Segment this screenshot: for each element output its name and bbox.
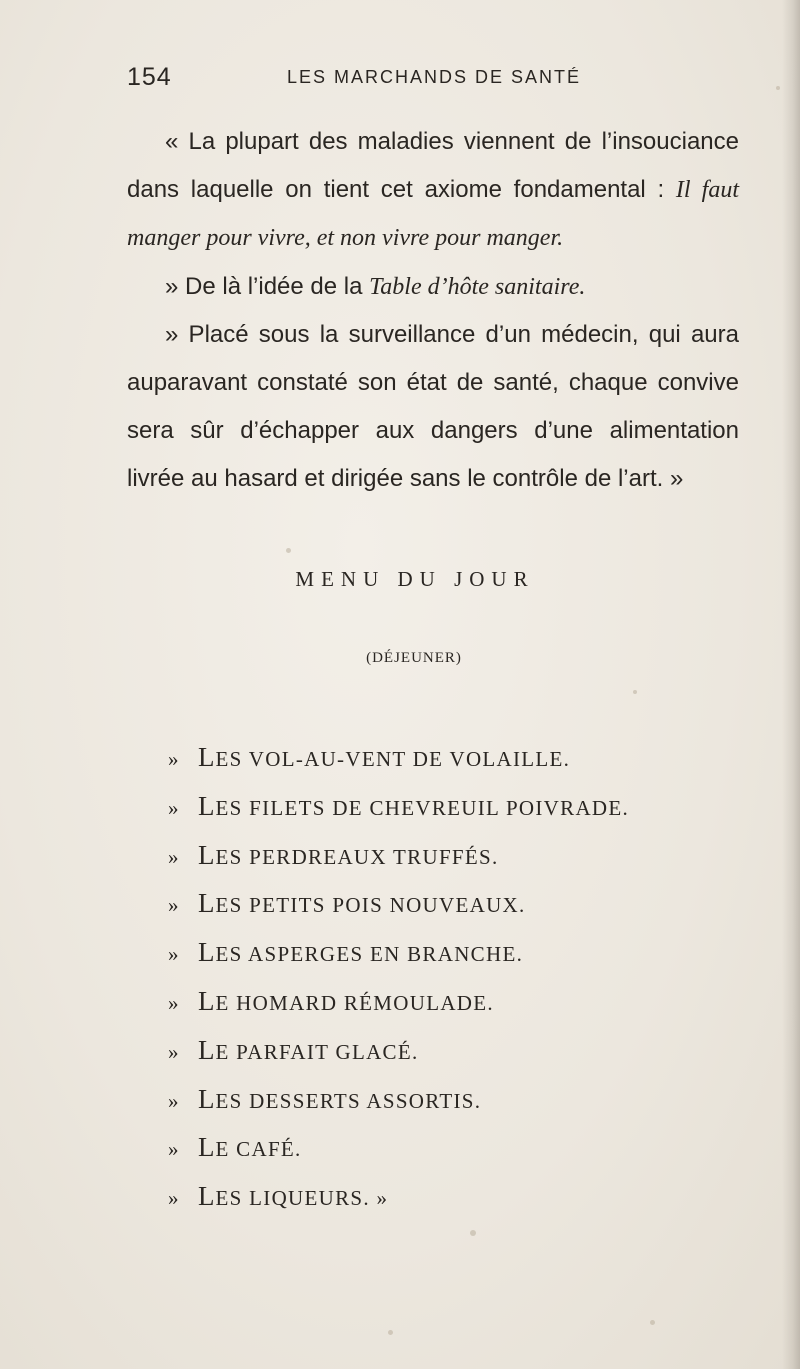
menu-item-initial: L bbox=[198, 985, 216, 1016]
page-edge-shadow bbox=[782, 0, 800, 1369]
guillemet: » bbox=[168, 1088, 180, 1113]
menu-item bbox=[168, 1123, 629, 1172]
menu-item bbox=[168, 831, 629, 880]
menu-item-text: E PARFAIT GLACÉ. bbox=[215, 1039, 419, 1064]
menu-item-initial: L bbox=[198, 1181, 216, 1212]
menu-item-initial: L bbox=[198, 1083, 216, 1114]
menu-item bbox=[168, 977, 629, 1026]
paragraph-italic-text: Table d’hôte sanitaire. bbox=[369, 274, 586, 300]
paper-fleck bbox=[470, 1230, 476, 1236]
menu-item-text: E CAFÉ. bbox=[215, 1137, 302, 1162]
menu-item-initial: L bbox=[198, 839, 216, 870]
paragraph-text: « La plupart des maladies viennent de l’insouciance dans laquelle on tient cet axiome fondamental : bbox=[127, 128, 739, 203]
paper-fleck bbox=[388, 1330, 393, 1335]
guillemet: » bbox=[168, 1137, 180, 1162]
menu-item-text: ES FILETS DE CHEVREUIL POIVRADE. bbox=[215, 795, 630, 820]
menu-item bbox=[168, 733, 629, 782]
menu-item bbox=[168, 1172, 629, 1221]
menu-list bbox=[168, 733, 629, 1221]
menu-subtitle: (DÉJEUNER) bbox=[366, 650, 462, 666]
paper-fleck bbox=[776, 86, 780, 90]
guillemet: » bbox=[168, 1039, 180, 1064]
paragraph-surveillance bbox=[127, 311, 739, 503]
menu-item-initial: L bbox=[198, 1034, 216, 1065]
menu-item-text: E HOMARD RÉMOULADE. bbox=[215, 990, 494, 1015]
menu-item-text: ES LIQUEURS. » bbox=[215, 1186, 389, 1211]
menu-item bbox=[168, 1026, 629, 1075]
menu-title: MENU DU JOUR bbox=[295, 567, 535, 591]
menu-item-text: ES PERDREAUX TRUFFÉS. bbox=[215, 844, 499, 869]
menu-item bbox=[168, 928, 629, 977]
guillemet: » bbox=[168, 747, 180, 771]
paragraph-text: » De là l’idée de la bbox=[165, 273, 370, 300]
menu-item bbox=[168, 879, 629, 928]
running-head: LES MARCHANDS DE SANTÉ bbox=[287, 67, 582, 87]
paragraph-italic-text: Il faut manger pour vivre, et non vivre pour manger. bbox=[127, 177, 739, 251]
menu-item-text: ES ASPERGES EN BRANCHE. bbox=[215, 942, 524, 967]
menu-item-text: ES PETITS POIS NOUVEAUX. bbox=[215, 893, 526, 918]
guillemet: » bbox=[168, 1186, 180, 1211]
menu-item-text: ES VOL-AU-VENT DE VOLAILLE. bbox=[215, 747, 571, 771]
page-header bbox=[127, 63, 597, 93]
menu-item-initial: L bbox=[198, 742, 216, 772]
paper-fleck bbox=[650, 1320, 655, 1325]
guillemet: » bbox=[168, 844, 180, 869]
menu-item bbox=[168, 1075, 629, 1124]
menu-item bbox=[168, 782, 629, 831]
guillemet: » bbox=[168, 893, 180, 918]
paper-fleck bbox=[633, 690, 637, 694]
paper-fleck bbox=[286, 548, 291, 553]
menu-item-initial: L bbox=[198, 937, 216, 968]
paragraph-insouciance bbox=[127, 118, 739, 262]
menu-item-text: ES DESSERTS ASSORTIS. bbox=[215, 1088, 482, 1113]
guillemet: » bbox=[168, 990, 180, 1015]
paragraph-table-idea bbox=[127, 263, 739, 311]
page-number: 154 bbox=[127, 63, 172, 91]
menu-item-initial: L bbox=[198, 790, 216, 821]
guillemet: » bbox=[168, 795, 180, 820]
menu-item-initial: L bbox=[198, 888, 216, 919]
paragraph-text: » Placé sous la surveillance d’un médecin, qui aura auparavant constaté son état de santé, chaque convive sera sûr d’échapper aux dangers d’une alimentation livrée au hasard et dirigée sans le contrôle de l’art. » bbox=[127, 321, 739, 492]
guillemet: » bbox=[168, 942, 180, 967]
menu-item-initial: L bbox=[198, 1132, 216, 1163]
